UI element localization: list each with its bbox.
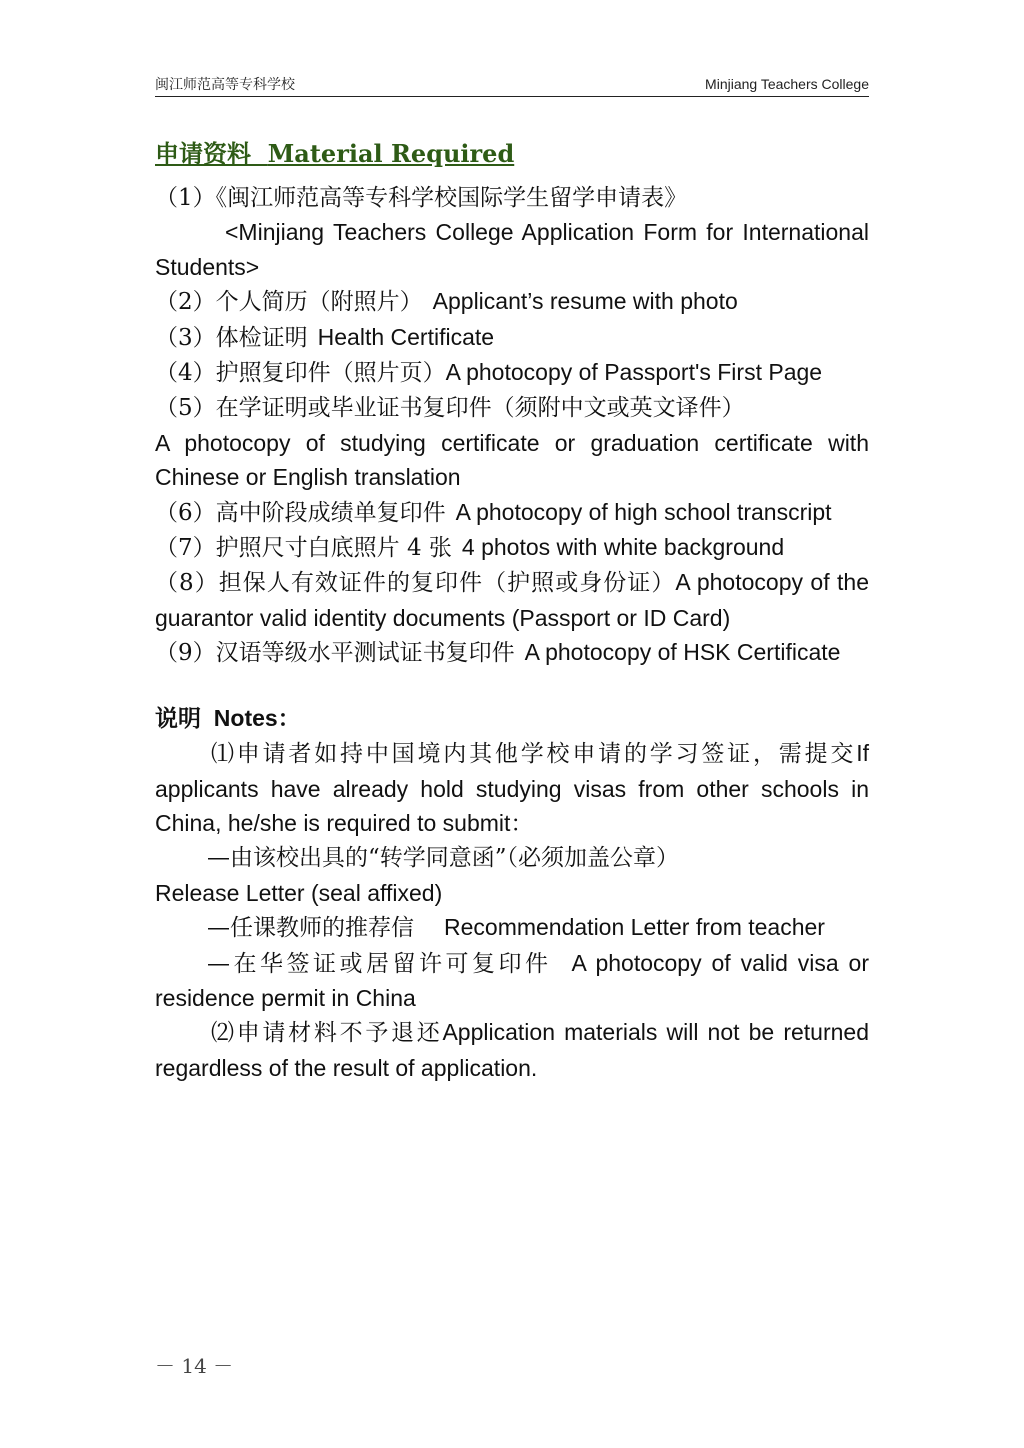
page-number: － 14 － (155, 1354, 234, 1378)
page-header (155, 72, 869, 97)
section-title-zh: 申请资料 (155, 139, 251, 168)
note-2: ⑵申请材料不予退还Application materials will not be returned regardless of the result of application. (155, 1019, 869, 1081)
note-1-sub-3: —在华签证或居留许可复印件 A photocopy of valid visa or residence permit in China (155, 949, 869, 1011)
material-item-3: （3）体检证明 Health Certificate (155, 323, 495, 351)
note-1-sub-1-en: Release Letter (seal affixed) (155, 879, 443, 906)
page-content (155, 134, 869, 1085)
material-item-5-en: A photocopy of studying certificate or graduation certificate with Chinese or English translation (155, 429, 869, 491)
material-item-7: （7）护照尺寸白底照片 4 张 4 photos with white background (155, 534, 785, 562)
section-title-en: Material Required (267, 139, 515, 168)
material-item-1: （1）《闽江师范高等专科学校国际学生留学申请表》 (155, 185, 688, 211)
header-college-name-zh: 闽江师范高等专科学校 (155, 77, 295, 93)
note-1-sub-1: —由该校出具的“转学同意函”（必须加盖公章） (207, 845, 680, 872)
note-1: ⑴申请者如持中国境内其他学校申请的学习签证，需提交If applicants have already hold studying visas from other schools in China, he/she is required to submit： (155, 740, 869, 836)
material-item-6: （6）高中阶段成绩单复印件 A photocopy of high school transcript (155, 498, 832, 526)
header-college-name-en: Minjiang Teachers College (705, 76, 869, 92)
material-item-9: （9）汉语等级水平测试证书复印件 A photocopy of HSK Certificate (155, 639, 841, 667)
section-title (155, 134, 869, 174)
material-item-5: （5）在学证明或毕业证书复印件（须附中文或英文译件） (155, 395, 745, 422)
notes-title: 说明 Notes： (155, 704, 301, 732)
material-item-2: （2）个人简历（附照片） Applicant’s resume with photo (155, 288, 738, 316)
notes-body (155, 736, 869, 1085)
material-item-1-en: <Minjiang Teachers College Application Form for International Students> (155, 219, 869, 280)
material-item-4: （4）护照复印件（照片页）A photocopy of Passport's First Page (155, 359, 823, 387)
note-1-sub-2: —任课教师的推荐信 Recommendation Letter from teacher (207, 914, 825, 942)
material-item-8: （8）担保人有效证件的复印件（护照或身份证）A photocopy of the guarantor valid identity documents (Passport or ID Card) (155, 569, 869, 631)
